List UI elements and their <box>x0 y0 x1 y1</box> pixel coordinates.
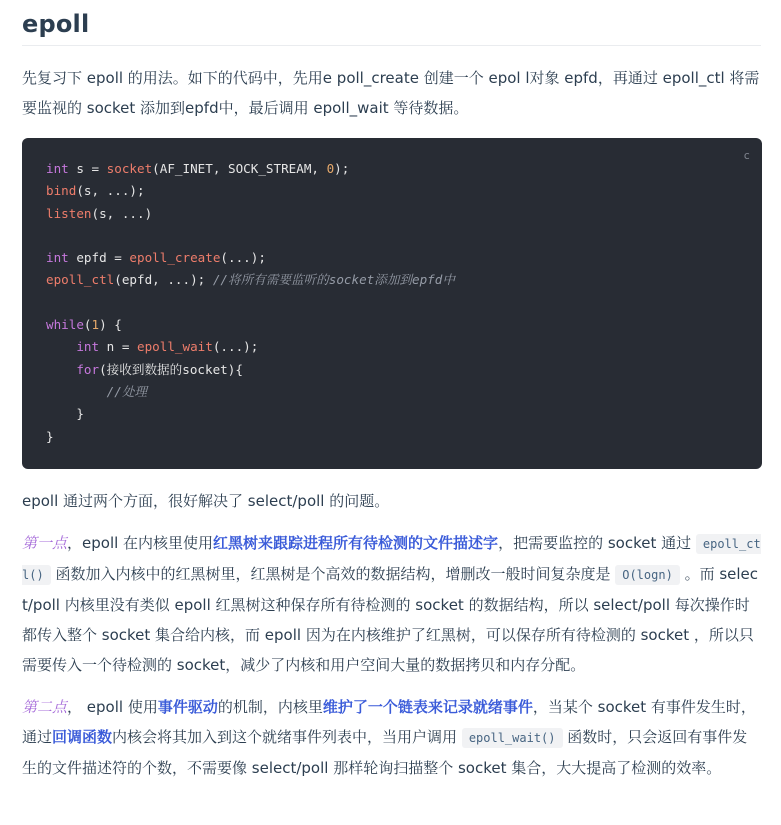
second-point-label: 第二点 <box>22 698 68 716</box>
code-line-10: for(接收到数据的socket){ <box>76 361 243 377</box>
code-line-13: } <box>46 428 54 444</box>
highlight-callback: 回调函数 <box>52 728 113 746</box>
code-line-12: } <box>76 406 84 422</box>
page-title: epoll <box>22 0 761 46</box>
intro-paragraph: 先复习下 epoll 的用法。如下的代码中，先用e poll_create 创建一个 epol l对象 epfd，再通过 epoll_ctl 将需要监视的 socket 添加到epfd中，最后调用 epoll_wait 等待数据。 <box>22 69 760 117</box>
code-language-label: c <box>743 149 750 162</box>
summary-paragraph: epoll 通过两个方面，很好解决了 select/poll 的问题。 <box>22 492 390 510</box>
inline-code-epoll-ctl: epoll_ctl() <box>22 534 761 585</box>
second-point-paragraph: 第二点， epoll 使用事件驱动的机制，内核里维护了一个链表来记录就绪事件，当某个 socket 有事件发生时，通过回调函数内核会将其加入到这个就绪事件列表中，当用户调用 epoll_wait() 函数时，只会返回有事件发生的文件描述符的个数，不需要像 select/poll 那样轮询扫描整个 socket 集合，大大提高了检测的效率。 <box>22 698 756 777</box>
code-line-5: int epfd = epoll_create(...); <box>46 250 266 266</box>
code-line-8: while(1) { <box>46 317 122 333</box>
code-line-blank <box>46 292 738 314</box>
code-line-blank <box>46 225 738 247</box>
code-line-1: int s = socket(AF_INET, SOCK_STREAM, 0); <box>46 161 350 176</box>
inline-code-epoll-wait: epoll_wait() <box>462 728 563 748</box>
highlight-event-driven: 事件驱动 <box>157 698 218 716</box>
code-line-6: epoll_ctl(epfd, ...); //将所有需要监听的socket添加到epfd中 <box>46 272 455 288</box>
first-point-label: 第一点 <box>22 534 68 552</box>
code-line-11: //处理 <box>106 383 148 399</box>
code-line-2: bind(s, ...); <box>46 183 145 199</box>
highlight-red-black-tree: 红黑树来跟踪进程所有待检测的文件描述字 <box>213 534 499 552</box>
code-line-9: int n = epoll_wait(...); <box>76 339 259 355</box>
highlight-ready-list: 维护了一个链表来记录就绪事件 <box>322 698 533 716</box>
code-line-3: listen(s, ...) <box>46 205 153 221</box>
code-block <box>22 138 762 469</box>
inline-code-ologn: O(logn) <box>615 565 680 585</box>
first-point-paragraph: 第一点，epoll 在内核里使用红黑树来跟踪进程所有待检测的文件描述字，把需要监控的 socket 通过 epoll_ctl() 函数加入内核中的红黑树里，红黑树是个高效的数据结构，增删改一般时间复杂度是 O(logn) 。而 select/poll 内核里没有类似 epoll 红黑树这种保存所有待检测的 socket 的数据结构，所以 select/poll 每次操作时都传入整个 socket 集合给内核，而 epoll 因为在内核维护了红黑树，可以保存所有待检测的 socket ，所以只需要传入一个待检测的 socket，减少了内核和用户空间大量的数据拷贝和内存分配。 <box>22 534 761 674</box>
